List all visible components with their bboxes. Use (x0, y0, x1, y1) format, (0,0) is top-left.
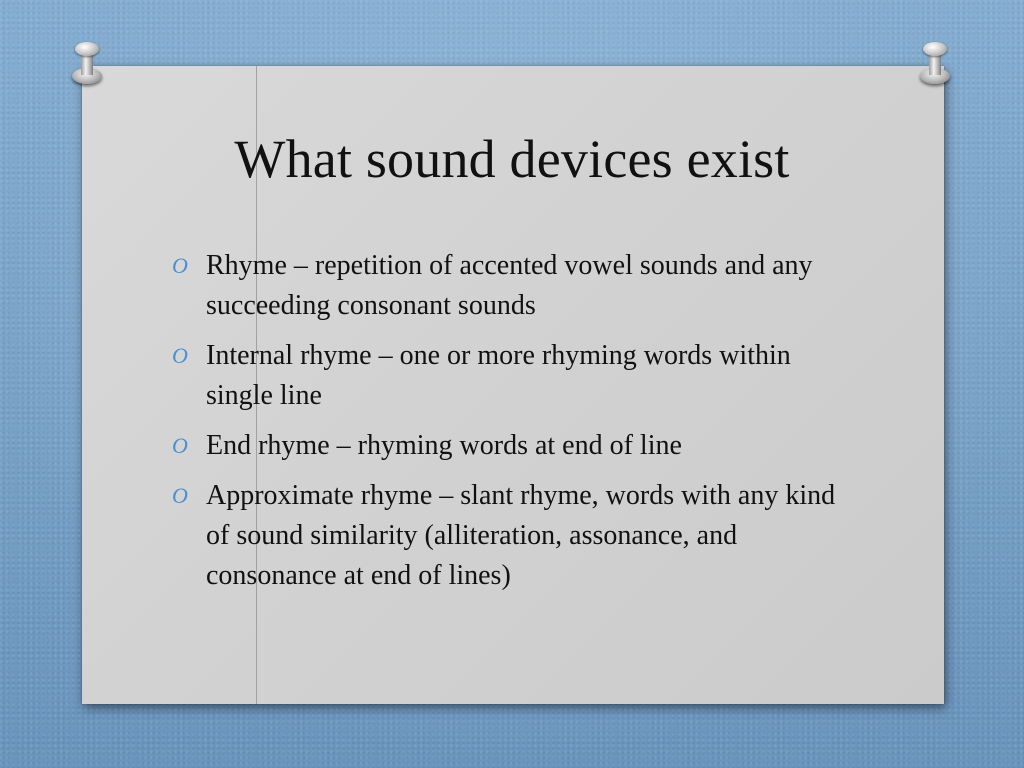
bullet-text: Internal rhyme – one or more rhyming words within single line (206, 340, 791, 411)
bullet-text: Approximate rhyme – slant rhyme, words with any kind of sound similarity (alliteration, assonance, and consonance at end of lines) (206, 480, 836, 591)
bullet-icon: O (172, 343, 188, 368)
slide-title: What sound devices exist (234, 129, 790, 189)
bullet-icon: O (172, 433, 188, 458)
bullet-item-rhyme (172, 246, 852, 326)
pushpin-icon (920, 42, 950, 86)
bullet-item-end-rhyme (172, 426, 852, 466)
bullet-text: End rhyme – rhyming words at end of line (206, 430, 682, 461)
bullet-item-internal-rhyme (172, 336, 852, 416)
bullet-icon: O (172, 253, 188, 278)
bullet-icon: O (172, 483, 188, 508)
pushpin-icon (72, 42, 102, 86)
bullet-text: Rhyme – repetition of accented vowel sounds and any succeeding consonant sounds (206, 250, 813, 321)
bullet-item-approximate-rhyme (172, 476, 852, 596)
bullet-list (172, 246, 852, 606)
